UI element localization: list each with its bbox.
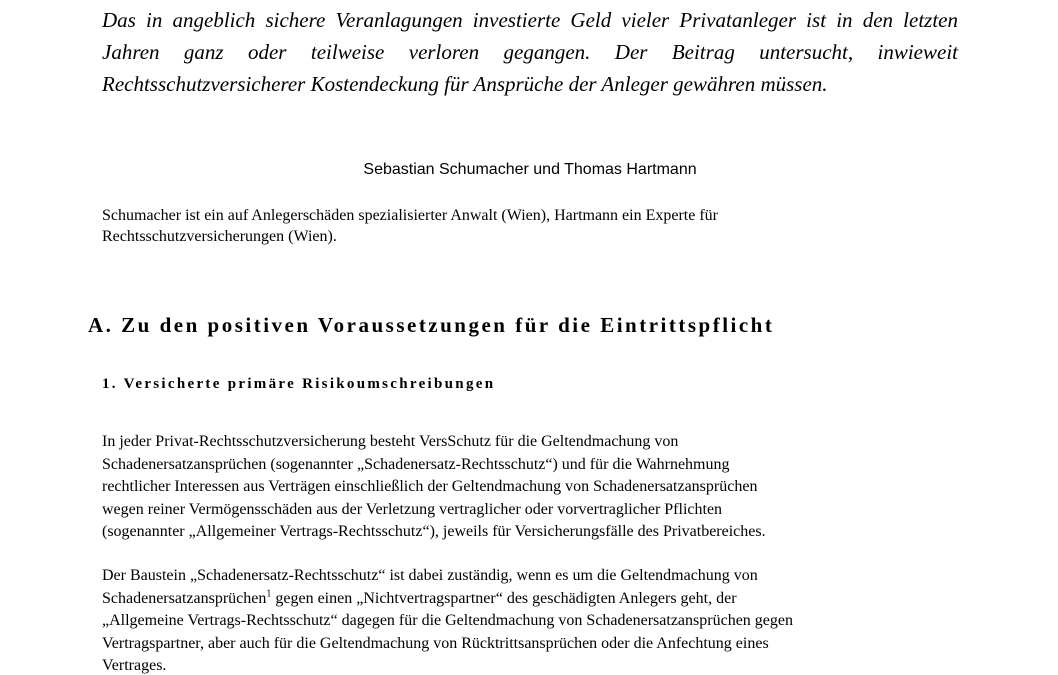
paragraph-1-line: Schadenersatzansprüchen (sogenannter „Schadenersatz-Rechtsschutz“) und für die Wahrnehmung xyxy=(102,455,730,473)
paragraph-1-line: In jeder Privat-Rechtsschutzversicherung besteht VersSchutz für die Geltendmachung von xyxy=(102,433,679,450)
paragraph-2 xyxy=(102,565,962,675)
section-a-heading: A. Zu den positiven Voraussetzungen für die Eintrittspflicht xyxy=(88,313,775,337)
paragraph-2-line: Der Baustein „Schadenersatz-Rechtsschutz“ ist dabei zuständig, wenn es um die Geltendmachung von xyxy=(102,567,758,584)
paragraph-2-line-start: Schadenersatzansprüchen xyxy=(102,589,267,607)
paragraph-1-line: (sogenannter „Allgemeiner Vertrags-Rechtsschutz“), jeweils für Versicherungsfälle des Privatbereiches. xyxy=(102,523,766,540)
paragraph-2-line: „Allgemeine Vertrags-Rechtsschutz“ dagegen für die Geltendmachung von Schadenersatzansprüchen gegen xyxy=(102,612,793,629)
paragraph-1-line: rechtlicher Interessen aus Verträgen einschließlich der Geltendmachung von Schadenersatzansprüchen xyxy=(102,478,758,495)
authors-line: Sebastian Schumacher und Thomas Hartmann xyxy=(363,161,697,178)
footnote-reference[interactable]: 1 xyxy=(266,588,272,600)
subsection-1-heading: 1. Versicherte primäre Risikoumschreibungen xyxy=(102,376,496,392)
paragraph-2-line: Vertragspartner, aber auch für die Geltendmachung von Rücktrittsansprüchen oder die Anfechtung eines xyxy=(102,634,769,652)
paragraph-2-line xyxy=(102,588,962,611)
paragraph-1-line: wegen reiner Vermögensschäden aus der Verletzung vertraglicher oder vorvertraglicher Pflichten xyxy=(102,500,723,518)
abstract-text: Das in angeblich sichere Veranlagungen investierte Geld vieler Privatanleger ist in den letzten Jahren ganz oder teilweise verloren gegangen. Der Beitrag untersucht, inwieweit Rechtsschutzversicherer Kostendeckung für Ansprüche der Anleger gewähren müssen. xyxy=(102,8,958,96)
paragraph-1 xyxy=(102,431,962,544)
paragraph-2-line: Vertrages. xyxy=(102,657,167,674)
paragraph-2-line-end: gegen einen „Nichtvertragspartner“ des geschädigten Anlegers geht, der xyxy=(271,589,737,607)
author-note: Schumacher ist ein auf Anlegerschäden spezialisierter Anwalt (Wien), Hartmann ein Experte für Rechtsschutzversicherungen (Wien). xyxy=(102,207,719,245)
